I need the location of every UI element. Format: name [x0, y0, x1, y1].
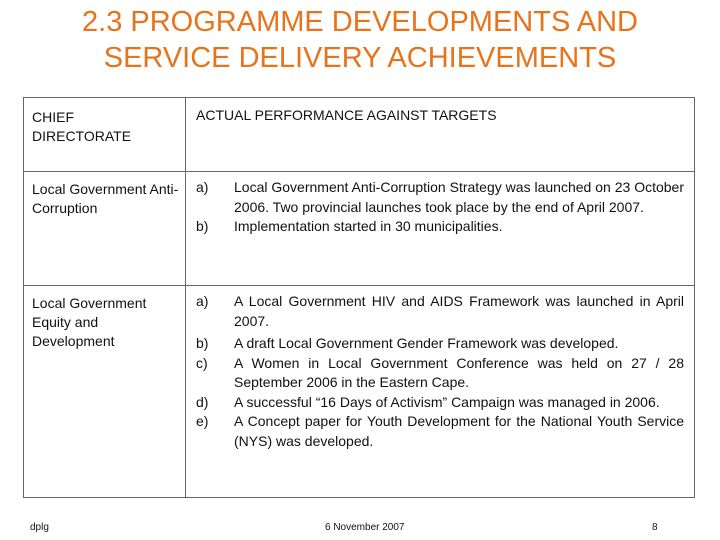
item-text: A Women in Local Government Conference was held on 27 / 28 September 2006 in the Eastern Cape. — [234, 354, 684, 390]
footer-page-number: 8 — [652, 522, 658, 533]
item-label: b) — [196, 218, 209, 234]
table-row — [24, 172, 695, 286]
header-col1-line1: CHIEF — [32, 109, 74, 125]
title-line-1: 2.3 PROGRAMME DEVELOPMENTS AND — [82, 6, 638, 38]
item-label: a) — [196, 179, 209, 195]
item-label: e) — [196, 413, 209, 429]
title-line-2: SERVICE DELIVERY ACHIEVEMENTS — [103, 42, 617, 74]
footer-organization: dplg — [30, 522, 49, 533]
item-text: A draft Local Government Gender Framework was developed. — [234, 335, 619, 351]
item-text: Implementation started in 30 municipalities. — [234, 218, 503, 234]
directorate-cell — [24, 286, 186, 498]
performance-cell — [186, 286, 695, 498]
item-label: d) — [196, 393, 209, 410]
list-item — [196, 393, 684, 413]
directorate-name: Local Government Anti-Corruption — [32, 181, 179, 216]
item-text: A successful “16 Days of Activism” Campaign was managed in 2006. — [234, 393, 660, 410]
item-label: c) — [196, 354, 208, 371]
item-text: Local Government Anti-Corruption Strategy was launched on 23 October 2006. Two provincial launches took place by the end of April 2007. — [234, 179, 684, 215]
performance-cell — [186, 172, 695, 286]
directorate-name: Local Government Equity and Development — [32, 295, 147, 349]
table-row — [24, 286, 695, 498]
header-col1-line2: DIRECTORATE — [32, 128, 132, 144]
performance-table — [23, 97, 695, 498]
list-item — [196, 292, 684, 331]
list-item — [196, 412, 684, 451]
table-header-row — [24, 98, 695, 172]
header-chief-directorate — [24, 98, 186, 172]
item-text: A Concept paper for Youth Development for the National Youth Service (NYS) was developed. — [234, 413, 684, 449]
item-text: A Local Government HIV and AIDS Framework was launched in April 2007. — [234, 293, 684, 329]
list-item — [196, 354, 684, 393]
list-item — [196, 217, 684, 237]
footer-date: 6 November 2007 — [325, 522, 405, 533]
item-label: b) — [196, 335, 209, 351]
list-item — [196, 178, 684, 217]
item-label: a) — [196, 293, 209, 309]
list-item — [196, 334, 684, 354]
directorate-cell — [24, 172, 186, 286]
header-actual-performance — [186, 98, 695, 172]
page-title — [0, 4, 720, 76]
header-col2-text: ACTUAL PERFORMANCE AGAINST TARGETS — [196, 107, 497, 123]
